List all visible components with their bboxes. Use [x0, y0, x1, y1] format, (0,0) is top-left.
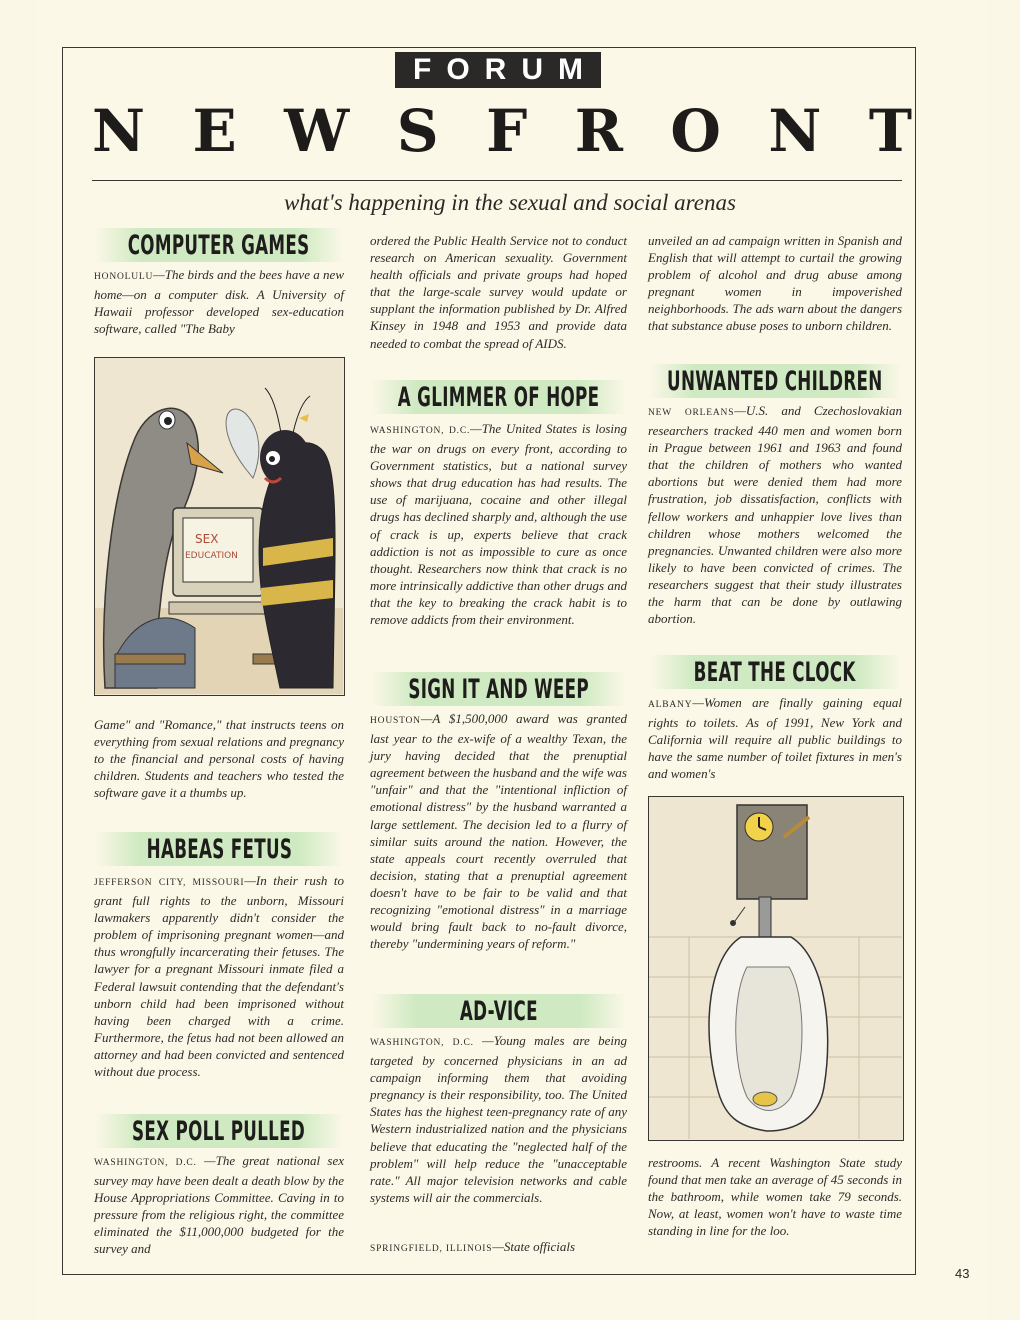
dateline: WASHINGTON, D.C.: [370, 426, 471, 436]
masthead-letter: S: [396, 97, 439, 165]
masthead-letter: N: [768, 97, 822, 165]
screen-text-sex: SEX: [195, 532, 219, 546]
headline-ad-vice: AD-VICE: [370, 994, 627, 1028]
article-habeas-fetus: JEFFERSON CITY, MISSOURI—In their rush to grant full rights to the unborn, Missouri lawmakers apparently didn't consider the problem of imprisoning pregnant women—and thus wrongfully incarcerating their fetuses. The lawyer for a pregnant Missouri inmate filed a Federal lawsuit contending that the defendant's unborn child had been imprisoned without having been charged with a crime. Furthermore, the fetus had not been allowed an attorney and had been convicted and sentenced without due process.: [94, 873, 344, 1080]
article-ad-vice: WASHINGTON, D.C. —Young males are being targeted by concerned physicians in an ad campaign informing them that avoiding pregnancy is their responsibility, too. The United States has the highest teen-pregnancy rate of any Western industrialized nation and the physicians believe that educating the "neglected half of the problem" will help reduce the "unacceptable rate." All major television networks and cable systems will air the commercials.: [370, 1033, 627, 1205]
page-number: 43: [955, 1266, 970, 1281]
headline-unwanted-children: UNWANTED CHILDREN: [648, 364, 902, 398]
cartoon-urinal: [648, 796, 904, 1141]
dateline: JEFFERSON CITY, MISSOURI: [94, 878, 245, 888]
forum-label: FORUM: [395, 52, 601, 88]
article-computer-games-part1: HONOLULU—The birds and the bees have a new home—on a computer disk. A University of Hawaii professor developed sex-education software, called "The Baby: [94, 267, 344, 337]
masthead-letter: R: [574, 97, 623, 165]
dateline: SPRINGFIELD, ILLINOIS: [370, 1244, 493, 1254]
article-computer-games-part2: Game" and "Romance," that instructs teens on everything from sexual relations and pregnancy to the financial and personal costs of having children. Students and teachers who tested the software gave it a thumbs up.: [94, 717, 344, 801]
masthead-newsfront: [92, 98, 912, 164]
masthead-letter: F: [486, 97, 528, 165]
tagline: what's happening in the sexual and social arenas: [284, 190, 736, 215]
dateline: WASHINGTON, D.C.: [94, 1158, 197, 1168]
masthead-letter: N: [92, 97, 146, 165]
headline-sign-it-and-weep: SIGN IT AND WEEP: [370, 672, 627, 706]
headline-computer-games: COMPUTER GAMES: [94, 228, 344, 262]
article-beat-the-clock-part1: ALBANY—Women are finally gaining equal rights to toilets. As of 1991, New York and California will require all public buildings to have the same number of toilet fixtures in men's and women's: [648, 695, 902, 782]
urinal-clock-illustration: [649, 797, 902, 1139]
cartoon-sex-education: [94, 357, 345, 696]
dateline: WASHINGTON, D.C.: [370, 1038, 474, 1048]
article-springfield-continued: unveiled an ad campaign written in Spanish and English that will attempt to curtail the growing problem of alcohol and drug abuse among pregnant women in impoverished neighborhoods. The ads warn about the dangers that substance abuse poses to unborn children.: [648, 233, 902, 334]
headline-habeas-fetus: HABEAS FETUS: [94, 832, 344, 866]
birds-bees-computer-illustration: [95, 358, 343, 694]
article-sex-poll: WASHINGTON, D.C. —The great national sex survey may have been dealt a death blow by the House Appropriations Committee. Caving in to pressure from the religious right, the committee eliminated the $11,000,000 budgeted for the survey and: [94, 1153, 344, 1257]
dateline: HONOLULU: [94, 272, 154, 282]
headline-sex-poll: SEX POLL PULLED: [94, 1114, 344, 1148]
article-sex-poll-continued: ordered the Public Health Service not to conduct research on American sexuality. Government health officials and private groups had hoped that the large-scale survey would update or supplant the information published by Dr. Alfred Kinsey in 1948 and 1953 and provide data needed to combat the spread of AIDS.: [370, 233, 627, 351]
article-unwanted-children: NEW ORLEANS—U.S. and Czechoslovakian researchers tracked 440 men and women born in Prague between 1961 and 1963 and found that the children of mothers who wanted abortions but were denied them had more frustration, job dissatisfaction, conflicts with fellow workers and unhappier love lives than children whose mothers welcomed the pregnancies. Unwanted children were also more likely to have been convicted of crimes. The researchers suggest that their study illustrates the harm that can be done by outlawing abortion.: [648, 403, 902, 627]
masthead-letter: O: [670, 97, 721, 165]
masthead-letter: W: [284, 97, 350, 165]
screen-text-education: EDUCATION: [185, 551, 238, 561]
article-springfield: SPRINGFIELD, ILLINOIS—State officials: [370, 1239, 576, 1254]
article-sign-it-and-weep: HOUSTON—A $1,500,000 award was granted last year to the ex-wife of a wealthy Texan, the jury having decided that the prenuptial agreement between the husband and the wife was "unfair" and that the "intentional infliction of emotional distress" by the husband warranted a large settlement. The decision led to a flurry of similar suits around the nation. However, the state appeals court recently overruled that decision, stating that a prenuptial agreement doesn't have to be fair to be valid and that recognizing "emotional distress" in a marriage would bring fault back to no-fault divorce, thereby "undermining years of reform.": [370, 711, 627, 952]
masthead-rule: [92, 180, 902, 181]
article-glimmer-of-hope: WASHINGTON, D.C.—The United States is losing the war on drugs on every front, according to Government statistics, but a national survey shows that drug education has had results. The use of marijuana, cocaine and other illegal drugs has declined sharply and, although the use of crack is up, experts believe that crack addiction is not as impossible to cure as once thought. Researchers now think that crack is no more intrinsically addictive than other drugs and that the key to breaking the crack habit is to remove addicts from their environment.: [370, 421, 628, 628]
masthead-letter: E: [192, 97, 237, 165]
headline-beat-the-clock: BEAT THE CLOCK: [648, 655, 902, 689]
dateline: HOUSTON: [370, 716, 421, 726]
headline-glimmer-of-hope: A GLIMMER OF HOPE: [370, 380, 627, 414]
masthead-letter: T: [868, 97, 912, 165]
article-beat-the-clock-part2: restrooms. A recent Washington State study found that men take an average of 45 seconds in the bathroom, while women take 79 seconds. Now, at least, women won't have to waste time standing in line for the loo.: [648, 1155, 902, 1239]
dateline: ALBANY: [648, 700, 693, 710]
dateline: NEW ORLEANS: [648, 408, 735, 418]
